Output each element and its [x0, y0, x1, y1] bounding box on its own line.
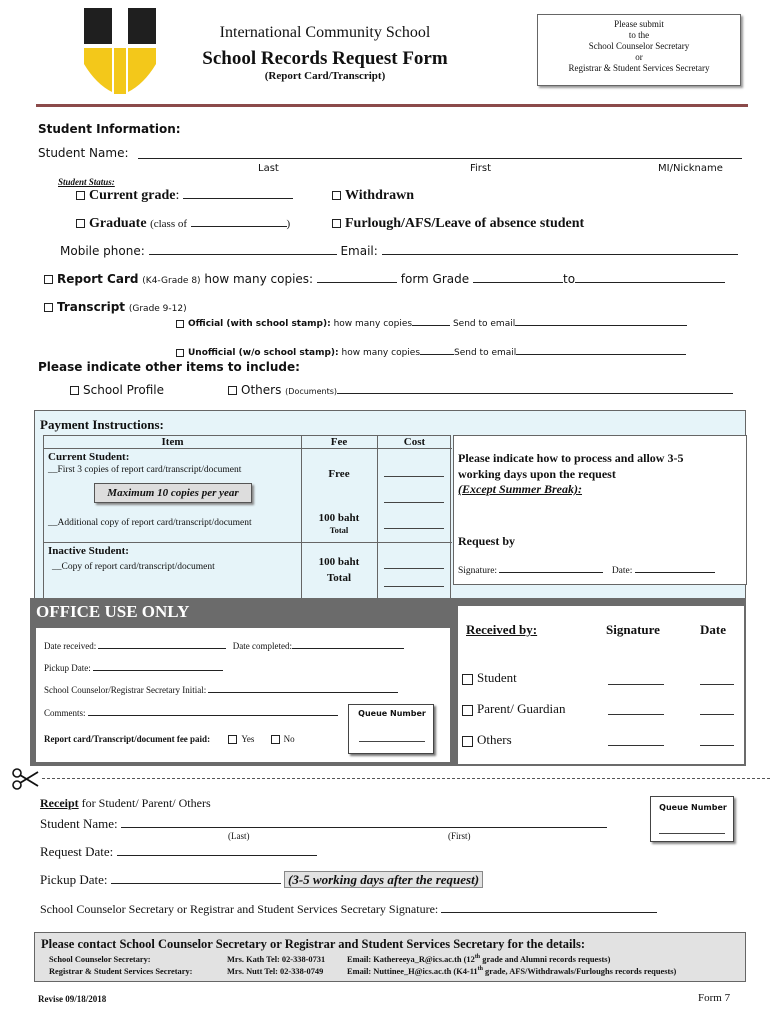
transcript-checkbox[interactable]	[44, 303, 53, 312]
contact-person: Mrs. Nutt Tel: 02-338-0749	[227, 966, 324, 976]
student-name-field[interactable]	[138, 158, 742, 159]
unofficial-email-field[interactable]	[516, 346, 686, 355]
sup: th	[474, 954, 481, 960]
report-card-checkbox[interactable]	[44, 275, 53, 284]
submit-line: or	[635, 52, 643, 62]
official-row	[176, 317, 687, 329]
email-label: Email:	[340, 244, 378, 258]
submit-line: Please submit	[614, 19, 664, 29]
furlough-label: Furlough/AFS/Leave of absence student	[345, 216, 585, 231]
fee-paid-label: Report card/Transcript/document fee paid:	[44, 734, 211, 744]
receipt-signature-label: School Counselor Secretary or Registrar and Student Services Secretary Signature:	[40, 902, 439, 916]
documents-label: (Documents)	[285, 387, 338, 396]
current-grade-field[interactable]	[183, 188, 293, 199]
other-items-heading: Please indicate other items to include:	[38, 360, 300, 374]
receipt-name-label: Student Name:	[40, 816, 118, 831]
receipt-first-caption: (First)	[448, 831, 471, 841]
last-name-caption: Last	[258, 163, 279, 174]
sig-line[interactable]	[608, 745, 664, 746]
queue-number-box	[348, 704, 434, 754]
receipt-name-row	[40, 816, 607, 832]
first-name-caption: First	[470, 163, 492, 174]
receipt-title-row	[40, 796, 211, 811]
official-copies-field[interactable]	[412, 317, 450, 326]
submit-line: Registrar & Student Services Secretary	[568, 63, 710, 73]
date-completed-label: Date completed:	[232, 641, 292, 651]
fee-total-b: Total	[326, 572, 352, 584]
payment-heading: Payment Instructions:	[40, 417, 164, 432]
official-copies-label: how many copies	[333, 319, 413, 329]
office-heading: OFFICE USE ONLY	[36, 602, 190, 621]
unofficial-copies-field[interactable]	[420, 346, 454, 355]
receipt-queue-box	[650, 796, 734, 842]
process-note-box	[453, 435, 747, 585]
date-line[interactable]	[700, 714, 734, 715]
request-date-field[interactable]	[635, 564, 715, 573]
no-checkbox[interactable]	[271, 735, 280, 744]
form-title: School Records Request Form	[202, 48, 448, 69]
receipt-queue-label: Queue Number	[659, 803, 727, 812]
queue-number-label: Queue Number	[358, 709, 426, 718]
mobile-field[interactable]	[149, 244, 337, 255]
parent-label: Parent/ Guardian	[477, 701, 566, 716]
others-row	[228, 383, 733, 397]
current-grade-row	[76, 188, 293, 204]
school-profile-row	[70, 383, 164, 397]
furlough-row	[332, 216, 584, 232]
form-number: Form 7	[698, 992, 731, 1004]
receipt-queue-field[interactable]	[659, 833, 725, 834]
official-email-field[interactable]	[515, 317, 687, 326]
request-date-field[interactable]	[117, 844, 317, 856]
school-logo	[82, 4, 158, 96]
mobile-row	[60, 244, 738, 258]
contact-rest: grade, AFS/Withdrawals/Furloughs records requests)	[482, 966, 677, 976]
unofficial-checkbox[interactable]	[176, 349, 184, 357]
sig-line[interactable]	[608, 684, 664, 685]
school-profile-label: School Profile	[83, 383, 164, 397]
receipt-signature-row	[40, 902, 657, 917]
others-receiver-label: Others	[477, 732, 512, 747]
student-label: Student	[477, 670, 517, 685]
initial-row	[44, 684, 398, 695]
queue-number-field[interactable]	[359, 741, 425, 742]
withdrawn-checkbox[interactable]	[332, 191, 341, 200]
date-line[interactable]	[700, 684, 734, 685]
contact-role: Registrar & Student Services Secretary:	[49, 966, 193, 976]
fee-100: 100 baht	[318, 512, 360, 524]
receipt-pickup-row	[40, 872, 483, 888]
scissors-icon	[12, 768, 40, 790]
date-received-row	[44, 640, 404, 651]
comments-field[interactable]	[88, 707, 338, 716]
current-grade-checkbox[interactable]	[76, 191, 85, 200]
no-label: No	[283, 734, 295, 744]
mobile-label: Mobile phone:	[60, 244, 145, 258]
transcript-row	[44, 300, 187, 314]
from-grade-field[interactable]	[473, 272, 563, 283]
report-copies-field[interactable]	[317, 272, 397, 283]
payment-table	[43, 435, 451, 601]
receipt-name-field[interactable]	[121, 816, 607, 828]
parent-checkbox[interactable]	[462, 705, 473, 716]
request-by-label: Request by	[458, 534, 516, 548]
cost-line[interactable]	[384, 502, 444, 503]
transcript-range: (Grade 9-12)	[128, 304, 187, 314]
report-card-label: Report Card	[57, 272, 139, 286]
student-name-label: Student Name:	[38, 146, 129, 160]
class-of-label: (class of	[150, 218, 188, 230]
contact-email[interactable]: Email: Katherееya_R@ics.ac.th (12	[347, 954, 475, 964]
receiver-student-row	[462, 670, 517, 686]
copy-of-item: __Copy of report card/transcript/document	[52, 562, 215, 572]
date-col-label: Date	[700, 622, 726, 637]
official-checkbox[interactable]	[176, 320, 184, 328]
contact-section	[34, 932, 746, 982]
request-signature-row	[458, 564, 715, 576]
receipt-last-caption: (Last)	[228, 831, 250, 841]
process-note: Please indicate how to process and allow 3-5 working days upon the request	[458, 451, 684, 481]
fee-paid-row	[44, 734, 295, 744]
sig-line[interactable]	[608, 714, 664, 715]
furlough-checkbox[interactable]	[332, 219, 341, 228]
receiver-parent-row	[462, 701, 565, 717]
pickup-field[interactable]	[111, 872, 281, 884]
student-status-label: Student Status:	[58, 177, 115, 187]
sup: th	[477, 966, 483, 972]
cost-line[interactable]	[384, 476, 444, 477]
fee-free: Free	[328, 468, 350, 480]
request-date-label: Request Date:	[40, 844, 114, 859]
request-signature-field[interactable]	[499, 564, 603, 573]
graduate-label: Graduate	[89, 216, 147, 231]
max10-note: Maximum 10 copies per year	[94, 483, 252, 503]
yes-checkbox[interactable]	[228, 735, 237, 744]
submit-line: School Counselor Secretary	[588, 41, 690, 51]
date-received-label: Date received:	[44, 641, 97, 651]
class-close: )	[286, 218, 291, 230]
contact-row-2	[49, 966, 676, 976]
col-cost: Cost	[403, 436, 426, 448]
date-label: Date:	[611, 566, 633, 576]
initial-field[interactable]	[208, 684, 398, 693]
official-label: Official (with school stamp):	[188, 319, 331, 329]
student-info-heading: Student Information:	[38, 122, 181, 136]
cut-line	[42, 778, 770, 779]
unofficial-email-label: Send to email	[454, 348, 517, 358]
fee-100b: 100 baht	[318, 556, 360, 568]
mi-caption: MI/Nickname	[658, 163, 723, 174]
contact-person: Mrs. Kath Tel: 02-338-0731	[227, 954, 326, 964]
comments-label: Comments:	[44, 708, 86, 718]
receiver-others-row	[462, 732, 512, 748]
date-line[interactable]	[700, 745, 734, 746]
others-checkbox[interactable]	[228, 386, 237, 395]
date-completed-field[interactable]	[292, 640, 404, 649]
transcript-label: Transcript	[57, 300, 126, 314]
form-grade-label: form Grade	[400, 272, 470, 286]
current-student-label: Current Student:	[48, 451, 130, 463]
fee-total: Total	[329, 525, 349, 535]
receipt-signature-field[interactable]	[441, 902, 657, 913]
email-field[interactable]	[382, 244, 738, 255]
how-many-label: how many copies:	[204, 272, 314, 286]
receipt-request-date-row	[40, 844, 317, 860]
form-subtitle: (Report Card/Transcript)	[264, 70, 386, 82]
contact-heading: Please contact School Counselor Secretary or Registrar and Student Services Secretary for the details:	[41, 937, 586, 951]
student-checkbox[interactable]	[462, 674, 473, 685]
pickup-date-label: Pickup Date:	[44, 663, 91, 673]
additional-item: __Additional copy of report card/transcript/document	[48, 518, 252, 528]
withdrawn-label: Withdrawn	[345, 188, 414, 203]
withdrawn-row	[332, 188, 414, 204]
yes-label: Yes	[241, 734, 255, 744]
working-days-note: (3-5 working days after the request)	[284, 871, 483, 888]
col-item: Item	[161, 436, 184, 448]
col-fee: Fee	[330, 436, 348, 448]
initial-label: School Counselor/Registrar Secretary Initial:	[44, 685, 207, 695]
signature-label: Signature:	[458, 566, 498, 576]
received-by-label: Received by:	[466, 622, 538, 637]
contact-row-1	[49, 954, 610, 964]
to-grade-field[interactable]	[575, 272, 725, 283]
graduate-row	[76, 216, 290, 232]
unofficial-row	[176, 346, 686, 358]
school-name: International Community School	[219, 24, 431, 41]
inactive-student-label: Inactive Student:	[48, 545, 129, 557]
pickup-date-field[interactable]	[93, 662, 223, 671]
receipt-for: for Student/ Parent/ Others	[81, 796, 211, 810]
revise-date: Revise 09/18/2018	[38, 994, 107, 1004]
contact-rest: grade and Alumni records requests)	[480, 954, 611, 964]
receipt-title: Receipt	[40, 796, 79, 810]
others-label: Others	[241, 383, 282, 397]
school-profile-checkbox[interactable]	[70, 386, 79, 395]
office-section	[30, 598, 746, 766]
header-rule	[36, 104, 748, 107]
payment-section	[34, 410, 746, 600]
first3-item: __First 3 copies of report card/transcript/document	[48, 465, 242, 475]
colon: :	[175, 188, 180, 203]
report-card-row	[44, 272, 725, 286]
office-left-panel	[36, 628, 450, 762]
pickup-label: Pickup Date:	[40, 872, 108, 887]
unofficial-label: Unofficial (w/o school stamp):	[188, 348, 339, 358]
class-of-field[interactable]	[191, 216, 287, 227]
comments-row	[44, 707, 338, 718]
unofficial-copies-label: how many copies	[341, 348, 421, 358]
cost-line[interactable]	[384, 568, 444, 569]
others-field[interactable]	[337, 383, 733, 394]
contact-role: School Counselor Secretary:	[49, 954, 151, 964]
official-email-label: Send to email	[452, 319, 516, 329]
graduate-checkbox[interactable]	[76, 219, 85, 228]
others-receiver-checkbox[interactable]	[462, 736, 473, 747]
signature-col-label: Signature	[606, 622, 660, 637]
except-summer: (Except Summer Break):	[458, 482, 582, 496]
pickup-date-row	[44, 662, 223, 673]
cost-line[interactable]	[384, 528, 444, 529]
to-label: to	[562, 272, 576, 286]
current-grade-label: Current grade	[89, 188, 176, 203]
contact-email[interactable]: Email: Nuttinee_H@ics.ac.th (K4-11	[347, 966, 478, 976]
date-received-field[interactable]	[98, 640, 226, 649]
cost-line[interactable]	[384, 586, 444, 587]
office-right-panel	[458, 606, 744, 764]
report-card-range: (K4-Grade 8)	[142, 276, 201, 286]
submit-instructions-box	[537, 14, 741, 86]
submit-line: to the	[628, 30, 650, 40]
